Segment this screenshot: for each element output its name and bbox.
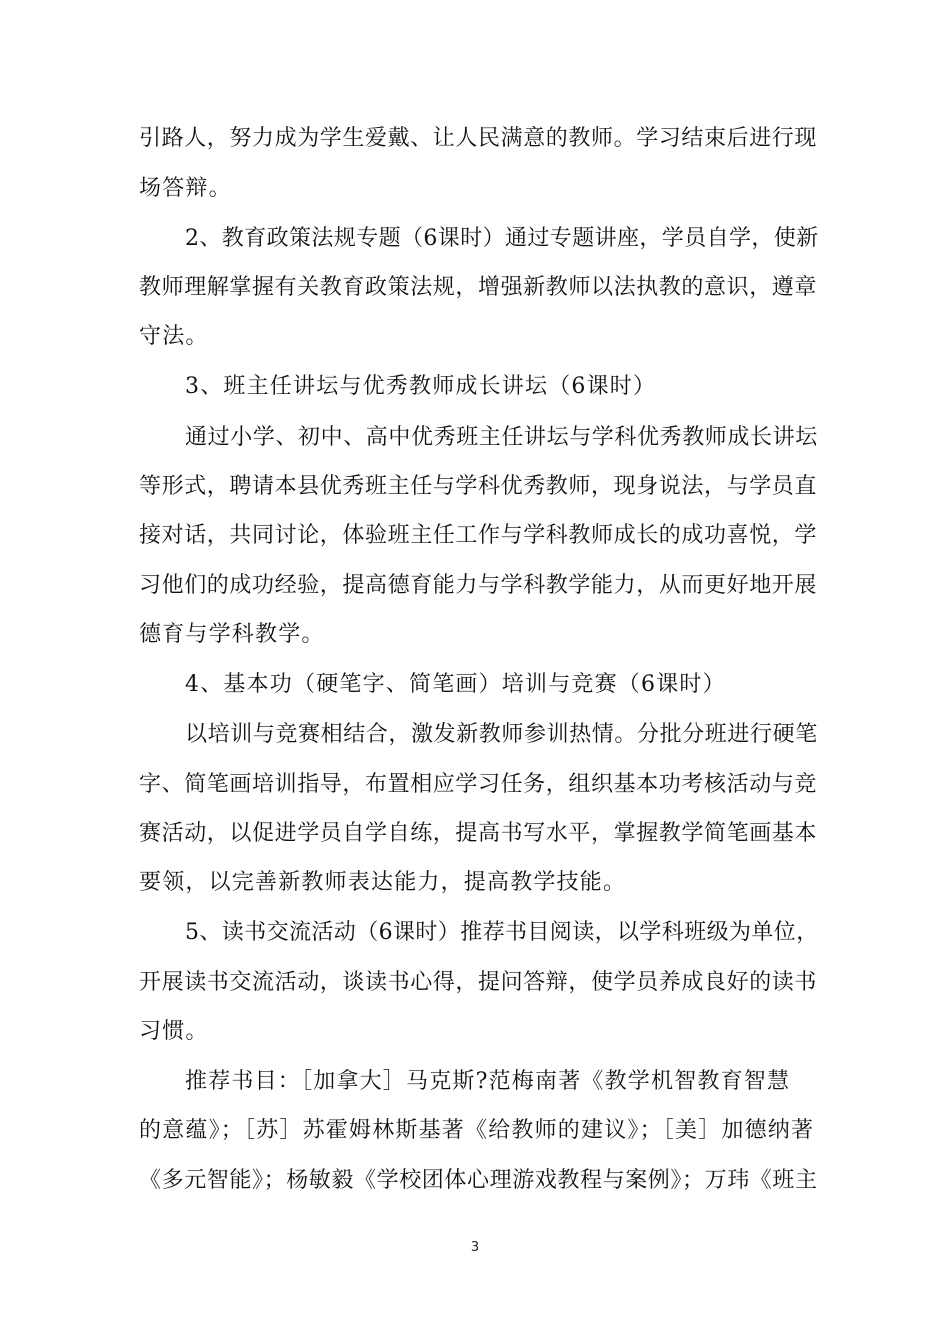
section-heading: 4、基本功（硬笔字、简笔画）培训与竞赛（6课时） [185,672,726,697]
text-line: 场答辩。 [139,176,232,201]
text-line: 要领，以完善新教师表达能力，提高教学技能。 [139,870,627,895]
text-line: 5、读书交流活动（6课时）推荐书目阅读，以学科班级为单位， [185,920,819,945]
text-line: 守法。 [139,324,209,349]
text-line: 等形式，聘请本县优秀班主任与学科优秀教师，现身说法，与学员直 [139,474,818,499]
text-line: 《多元智能》；杨敏毅《学校团体心理游戏教程与案例》；万玮《班主 [139,1168,818,1193]
text-line: 以培训与竞赛相结合，激发新教师参训热情。分批分班进行硬笔 [185,722,818,747]
text-line: 引路人，努力成为学生爱戴、让人民满意的教师。学习结束后进行现 [139,126,818,151]
text-line: 赛活动，以促进学员自学自练，提高书写水平，掌握教学简笔画基本 [139,821,818,846]
text-line: 教师理解掌握有关教育政策法规，增强新教师以法执教的意识，遵章 [139,275,818,300]
page-number: 3 [470,1240,480,1255]
text-line: 字、简笔画培训指导，布置相应学习任务，组织基本功考核活动与竞 [139,772,818,797]
text-line: 开展读书交流活动，谈读书心得，提问答辩，使学员养成良好的读书 [139,970,818,995]
section-heading: 3、班主任讲坛与优秀教师成长讲坛（6课时） [185,374,657,399]
text-line: 习他们的成功经验，提高德育能力与学科教学能力，从而更好地开展 [139,573,818,598]
text-line: 推荐书目：［加拿大］马克斯?范梅南著《教学机智教育智慧 [185,1069,791,1094]
text-line: 的意蕴》；［苏］苏霍姆林斯基著《给教师的建议》；［美］加德纳著 [139,1118,815,1143]
text-line: 德育与学科教学。 [139,622,325,647]
text-line: 通过小学、初中、高中优秀班主任讲坛与学科优秀教师成长讲坛 [185,425,818,450]
text-line: 习惯。 [139,1019,209,1044]
text-line: 接对话，共同讨论，体验班主任工作与学科教师成长的成功喜悦，学 [139,523,818,548]
text-line: 2、教育政策法规专题（6课时）通过专题讲座，学员自学，使新 [185,226,819,251]
